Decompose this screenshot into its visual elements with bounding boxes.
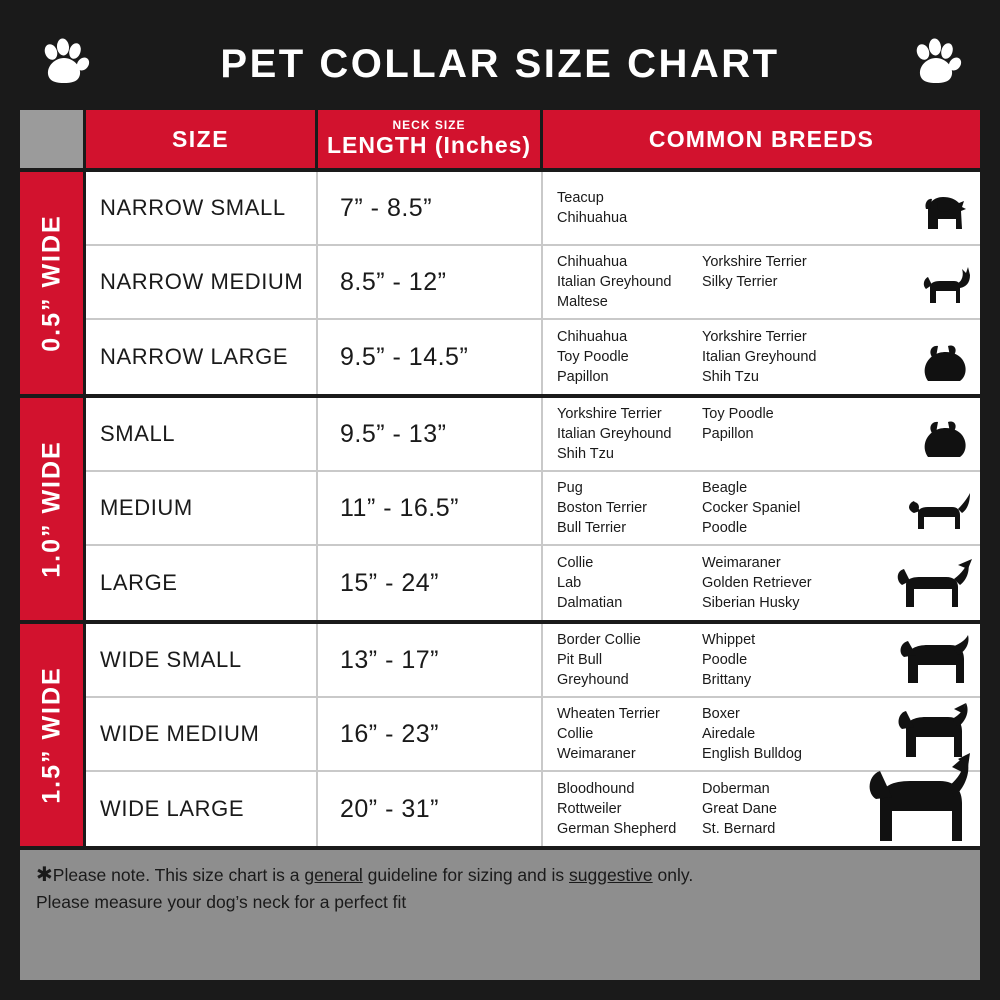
- breed-list-col2: [702, 252, 847, 312]
- cell-size: WIDE SMALL: [86, 624, 318, 696]
- table-row: [86, 546, 980, 620]
- breed-item: Cocker Spaniel: [702, 500, 801, 516]
- breed-list-col1: [557, 553, 702, 613]
- column-header-size-label: SIZE: [171, 125, 230, 152]
- breed-item: Shih Tzu: [557, 446, 614, 462]
- size-group: [20, 394, 980, 620]
- breed-list-col2: [702, 404, 847, 464]
- cell-breeds: [543, 472, 980, 544]
- footer-text-a: Please note. This size chart is a: [52, 865, 305, 885]
- breed-item: Chihuahua: [557, 210, 628, 226]
- breed-item: German Shepherd: [557, 821, 677, 837]
- breed-list-col1: [557, 252, 702, 312]
- group-width-label: [20, 172, 86, 394]
- column-header-length-sub: NECK SIZE: [392, 118, 466, 132]
- breed-list-col2: [702, 779, 847, 839]
- cell-length: 8.5” - 12”: [318, 246, 543, 318]
- breed-item: Maltese: [557, 294, 608, 310]
- cell-length: 7” - 8.5”: [318, 172, 543, 244]
- footer-line-1: [36, 862, 964, 889]
- cell-breeds: [543, 172, 980, 244]
- breed-item: Shih Tzu: [702, 369, 759, 385]
- group-rows: [86, 172, 980, 394]
- breed-item: Poodle: [702, 520, 748, 536]
- breed-list-col1: [557, 630, 702, 690]
- cell-breeds: [543, 246, 980, 318]
- group-width-text: 1.0” WIDE: [37, 440, 65, 578]
- breed-item: Papillon: [702, 426, 754, 442]
- cell-size: NARROW LARGE: [86, 320, 318, 394]
- breed-item: Doberman: [702, 781, 770, 797]
- pet-collar-size-chart: [20, 18, 980, 980]
- cell-breeds: [543, 624, 980, 696]
- cell-size: WIDE LARGE: [86, 772, 318, 846]
- dog-silhouette-beagle-icon: [902, 487, 974, 542]
- column-header-breeds: [543, 110, 980, 168]
- column-header-breeds-label: COMMON BREEDS: [648, 125, 875, 152]
- breed-list-col1: [557, 404, 702, 464]
- breed-item: Wheaten Terrier: [557, 706, 660, 722]
- breed-item: Poodle: [702, 652, 748, 668]
- breed-list-col2: [702, 478, 847, 538]
- breed-item: Boston Terrier: [557, 500, 647, 516]
- breed-list-col1: [557, 327, 702, 387]
- group-width-label: [20, 398, 86, 620]
- paw-print-icon: [910, 38, 962, 90]
- paw-print-icon: [38, 38, 90, 90]
- breed-item: Dalmatian: [557, 595, 623, 611]
- dog-silhouette-bulldog-icon: [892, 631, 974, 694]
- footer-text-general: general: [304, 865, 363, 885]
- cell-size: LARGE: [86, 546, 318, 620]
- breed-item: Bull Terrier: [557, 520, 627, 536]
- size-group: [20, 168, 980, 394]
- breed-item: Collie: [557, 555, 594, 571]
- cell-length: 9.5” - 13”: [318, 398, 543, 470]
- table-row: [86, 246, 980, 320]
- dog-silhouette-terrier-icon: [914, 189, 974, 242]
- footer-text-suggestive: suggestive: [569, 865, 653, 885]
- column-header-length-main: LENGTH (Inches): [326, 132, 532, 158]
- breed-list-col2: [702, 704, 847, 764]
- table-row: [86, 624, 980, 698]
- cell-length: 16” - 23”: [318, 698, 543, 770]
- cell-length: 13” - 17”: [318, 624, 543, 696]
- dog-silhouette-longhair-icon: [912, 413, 974, 468]
- dog-silhouette-doberman-icon: [854, 753, 974, 854]
- footer-line-2: Please measure your dog’s neck for a perfect fit: [36, 892, 407, 912]
- cell-length: 11” - 16.5”: [318, 472, 543, 544]
- cell-length: 20” - 31”: [318, 772, 543, 846]
- breed-item: St. Bernard: [702, 821, 776, 837]
- cell-size: NARROW SMALL: [86, 172, 318, 244]
- cell-length: 9.5” - 14.5”: [318, 320, 543, 394]
- breed-item: Italian Greyhound: [557, 274, 672, 290]
- breed-list-col2: [702, 188, 847, 228]
- breed-item: Greyhound: [557, 672, 629, 688]
- cell-size: WIDE MEDIUM: [86, 698, 318, 770]
- group-width-label: [20, 624, 86, 846]
- group-rows: [86, 398, 980, 620]
- breed-item: Airedale: [702, 726, 756, 742]
- footer-note: [20, 846, 980, 980]
- breed-item: Italian Greyhound: [557, 426, 672, 442]
- chart-header: [20, 18, 980, 110]
- breed-item: Boxer: [702, 706, 740, 722]
- breed-item: Chihuahua: [557, 329, 628, 345]
- footer-text-c: only.: [652, 865, 694, 885]
- table-header-row: [20, 110, 980, 168]
- breed-list-col1: [557, 188, 702, 228]
- breed-item: Golden Retriever: [702, 575, 812, 591]
- breed-item: Collie: [557, 726, 594, 742]
- group-width-text: 1.5” WIDE: [37, 666, 65, 804]
- dog-silhouette-longhair-icon: [912, 337, 974, 392]
- column-header-length: [318, 110, 543, 168]
- breed-item: Chihuahua: [557, 254, 628, 270]
- group-width-text: 0.5” WIDE: [37, 214, 65, 352]
- breed-item: Pit Bull: [557, 652, 603, 668]
- cell-breeds: [543, 320, 980, 394]
- breed-item: Toy Poodle: [557, 349, 629, 365]
- cell-size: NARROW MEDIUM: [86, 246, 318, 318]
- breed-item: Rottweiler: [557, 801, 622, 817]
- breed-list-col1: [557, 779, 702, 839]
- breed-item: Yorkshire Terrier: [702, 329, 807, 345]
- group-rows: [86, 624, 980, 846]
- table-row: [86, 320, 980, 394]
- dog-silhouette-retriever-icon: [888, 555, 974, 618]
- breed-item: Weimaraner: [702, 555, 781, 571]
- breed-item: Great Dane: [702, 801, 777, 817]
- breed-item: Pug: [557, 480, 583, 496]
- breed-item: Toy Poodle: [702, 406, 774, 422]
- cell-size: SMALL: [86, 398, 318, 470]
- cell-breeds: [543, 398, 980, 470]
- breed-list-col1: [557, 704, 702, 764]
- breed-item: English Bulldog: [702, 746, 802, 762]
- page-title: PET COLLAR SIZE CHART: [220, 41, 780, 86]
- breed-list-col2: [702, 327, 847, 387]
- cell-breeds: [543, 546, 980, 620]
- breed-item: Beagle: [702, 480, 748, 496]
- breed-item: Brittany: [702, 672, 752, 688]
- breed-list-col2: [702, 553, 847, 613]
- footer-text-b: guideline for sizing and is: [362, 865, 569, 885]
- breed-item: Whippet: [702, 632, 756, 648]
- breed-item: Bloodhound: [557, 781, 635, 797]
- cell-length: 15” - 24”: [318, 546, 543, 620]
- cell-size: MEDIUM: [86, 472, 318, 544]
- table-row: [86, 472, 980, 546]
- breed-item: Siberian Husky: [702, 595, 800, 611]
- breed-list-col1: [557, 478, 702, 538]
- table-row: [86, 772, 980, 846]
- breed-item: Silky Terrier: [702, 274, 778, 290]
- breed-item: Italian Greyhound: [702, 349, 817, 365]
- size-group: [20, 620, 980, 846]
- breed-item: Teacup: [557, 190, 604, 206]
- breed-item: Yorkshire Terrier: [702, 254, 807, 270]
- column-header-size: [86, 110, 318, 168]
- asterisk-icon: ✱: [36, 864, 53, 886]
- cell-breeds: [543, 772, 980, 846]
- breed-list-col2: [702, 630, 847, 690]
- header-corner-cell: [20, 110, 86, 168]
- breed-item: Yorkshire Terrier: [557, 406, 662, 422]
- dog-silhouette-chihuahua-icon: [912, 261, 974, 316]
- breed-item: Lab: [557, 575, 582, 591]
- table-row: [86, 698, 980, 772]
- breed-item: Papillon: [557, 369, 609, 385]
- table-row: [86, 172, 980, 246]
- breed-item: Weimaraner: [557, 746, 636, 762]
- table-row: [86, 398, 980, 472]
- breed-item: Border Collie: [557, 632, 641, 648]
